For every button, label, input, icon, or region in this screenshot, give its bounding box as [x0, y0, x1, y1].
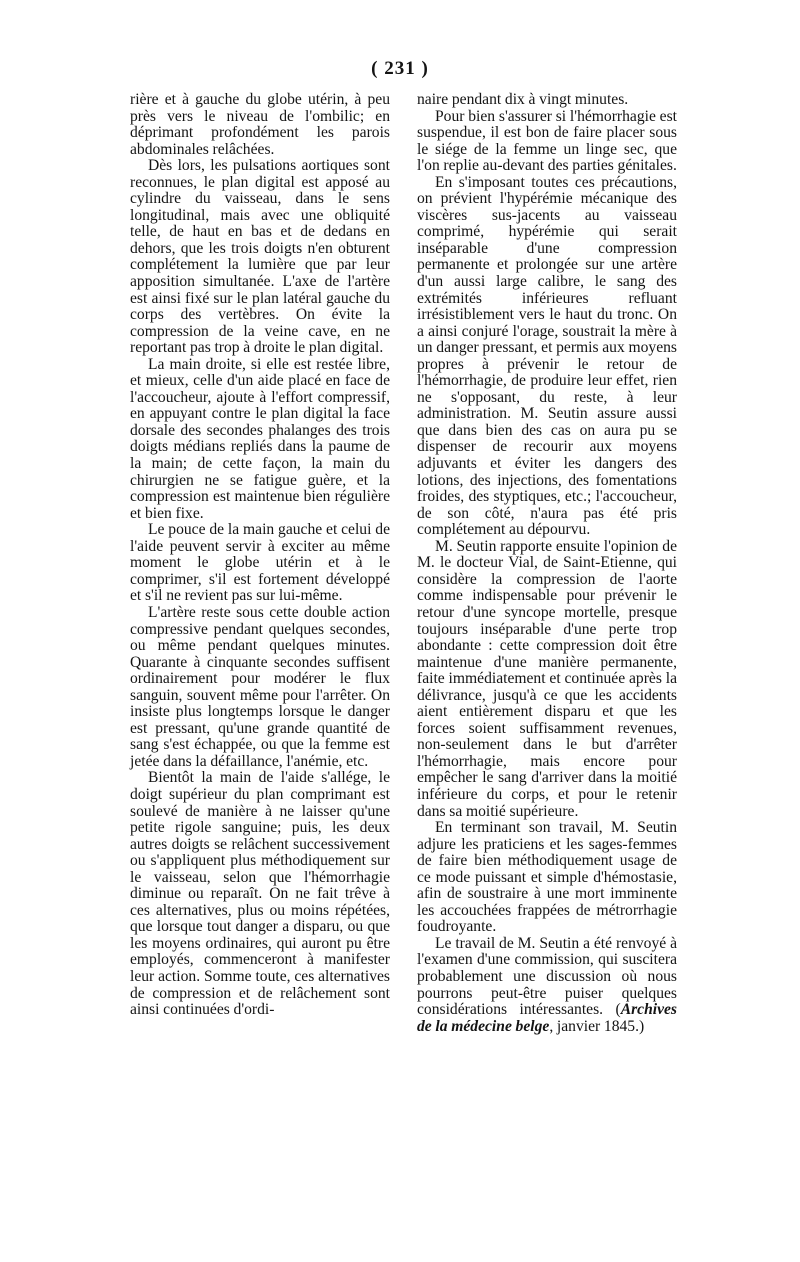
page-number: ( 231 ): [371, 58, 429, 79]
paragraph: Bientôt la main de l'aide s'allége, le doigt supérieur du plan comprimant est soulevé de manière à ne laisser qu'une petite rigole sanguine; puis, les deux autres doigts se relâchent successivement ou s'appliquent plus méthodiquement sur le vaisseau, selon que l'hémorrhagie diminue ou reparaît. On ne fait trêve à ces alternatives, plus ou moins répétées, que lorsque tout danger a disparu, ou que les moyens ordinaires, qui auront pu être employés, commenceront à manifester leur action. Somme toute, ces alternatives de compression et de relâchement sont ainsi continuées d'ordi-: [130, 769, 390, 1019]
citation-date: , janvier 1845.): [549, 1017, 645, 1035]
paragraph: Dès lors, les pulsations aortiques sont reconnues, le plan digital est apposé au cylindre du vaisseau, dans le sens longitudinal, mais avec une obliquité telle, de haut en bas et de dedans en dehors, que les trois doigts n'en obturent complétement la lumière que par leur apposition simultanée. L'axe de l'artère est ainsi fixé sur le plan latéral gauche du corps des vertèbres. On évite la compression de la veine cave, en ne reportant pas trop à droite le plan digital.: [130, 157, 390, 357]
paragraph: naire pendant dix à vingt minutes.: [417, 91, 629, 108]
paragraph: rière et à gauche du globe utérin, à peu près vers le niveau de l'ombilic; en déprimant profondément les parois abdominales relâchées.: [130, 91, 390, 158]
paragraph: M. Seutin rapporte ensuite l'opinion de M. le docteur Vial, de Saint-Etienne, qui considère la compression de l'aorte comme indispensable pour prévenir le retour d'une syncope mortelle, presque toujours inséparable d'une perte trop abondante : cette compression doit être maintenue d'une manière permanente, faite immédiatement et continuée après la délivrance, jusqu'à ce que les accidents aient entièrement disparu et que les forces soient suffisamment revenues, non-seulement dans le but d'arrêter l'hémorrhagie, mais encore pour empêcher le sang d'arriver dans la moitié inférieure du corps, et pour le retenir dans sa moitié supérieure.: [417, 537, 677, 820]
paragraph: En terminant son travail, M. Seutin adjure les praticiens et les sages-femmes de faire bien méthodiquement usage de ce mode puissant et simple d'hémostasie, afin de soustraire à une mort imminente les accouchées frappées de métrorrhagie foudroyante.: [417, 819, 677, 936]
paragraph-text: Le travail de M. Seutin a été renvoyé à l'examen d'une commission, qui suscitera probablement une discussion où nous pourrons peut-être puiser quelques considérations intéressantes. (: [417, 934, 677, 1019]
final-paragraph: [417, 936, 677, 1035]
left-column: [130, 92, 390, 1019]
paragraph: La main droite, si elle est restée libre, et mieux, celle d'un aide placé en face de l'accoucheur, ajoute à l'effort compressif, en appuyant contre le plan digital la face dorsale des secondes phalanges des trois doigts médians repliés dans la paume de la main; de cette façon, la main du chirurgien ne se fatigue guère, et la compression est maintenue bien régulière et bien fixe.: [130, 355, 390, 522]
paragraph: L'artère reste sous cette double action compressive pendant quelques secondes, ou même pendant quelques minutes. Quarante à cinquante secondes suffisent ordinairement pour modérer le flux sanguin, souvent même pour l'arrêter. On insiste plus longtemps lorsque le danger est pressant, qu'une grande quantité de sang s'est échappée, ou que la femme est jetée dans la défaillance, l'anémie, etc.: [130, 603, 390, 770]
right-column: [417, 92, 677, 1035]
paragraph: Pour bien s'assurer si l'hémorrhagie est suspendue, il est bon de faire placer sous le siége de la femme un linge sec, que l'on replie au-devant des parties génitales.: [417, 107, 677, 175]
citation-journal: Archives de la médecine belge: [417, 1001, 677, 1035]
paragraph: En s'imposant toutes ces précautions, on prévient l'hypérémie mécanique des viscères sus-jacents au vaisseau comprimé, hypérémie qui serait inséparable d'une compression permanente et prolongée sur une artère d'un aussi large calibre, le sang des extrémités inférieures refluant irrésistiblement vers le haut du tronc. On a ainsi conjuré l'orage, soustrait la mère à un danger pressant, et permis aux moyens propres à prévenir le retour de l'hémorrhagie, de produire leur effet, rien ne s'opposant, du reste, à leur administration. M. Seutin assure aussi que dans bien des cas on aura pu se dispenser de recourir aux moyens adjuvants et éviter les dangers des lotions, des injections, des fomentations froides, des styptiques, etc.; l'accoucheur, de son côté, n'aura pas été pris complétement au dépourvu.: [417, 173, 677, 539]
paragraph: Le pouce de la main gauche et celui de l'aide peuvent servir à exciter au même moment le globe utérin et à le comprimer, s'il est fortement développé et s'il ne revient pas sur lui-même.: [130, 521, 390, 605]
